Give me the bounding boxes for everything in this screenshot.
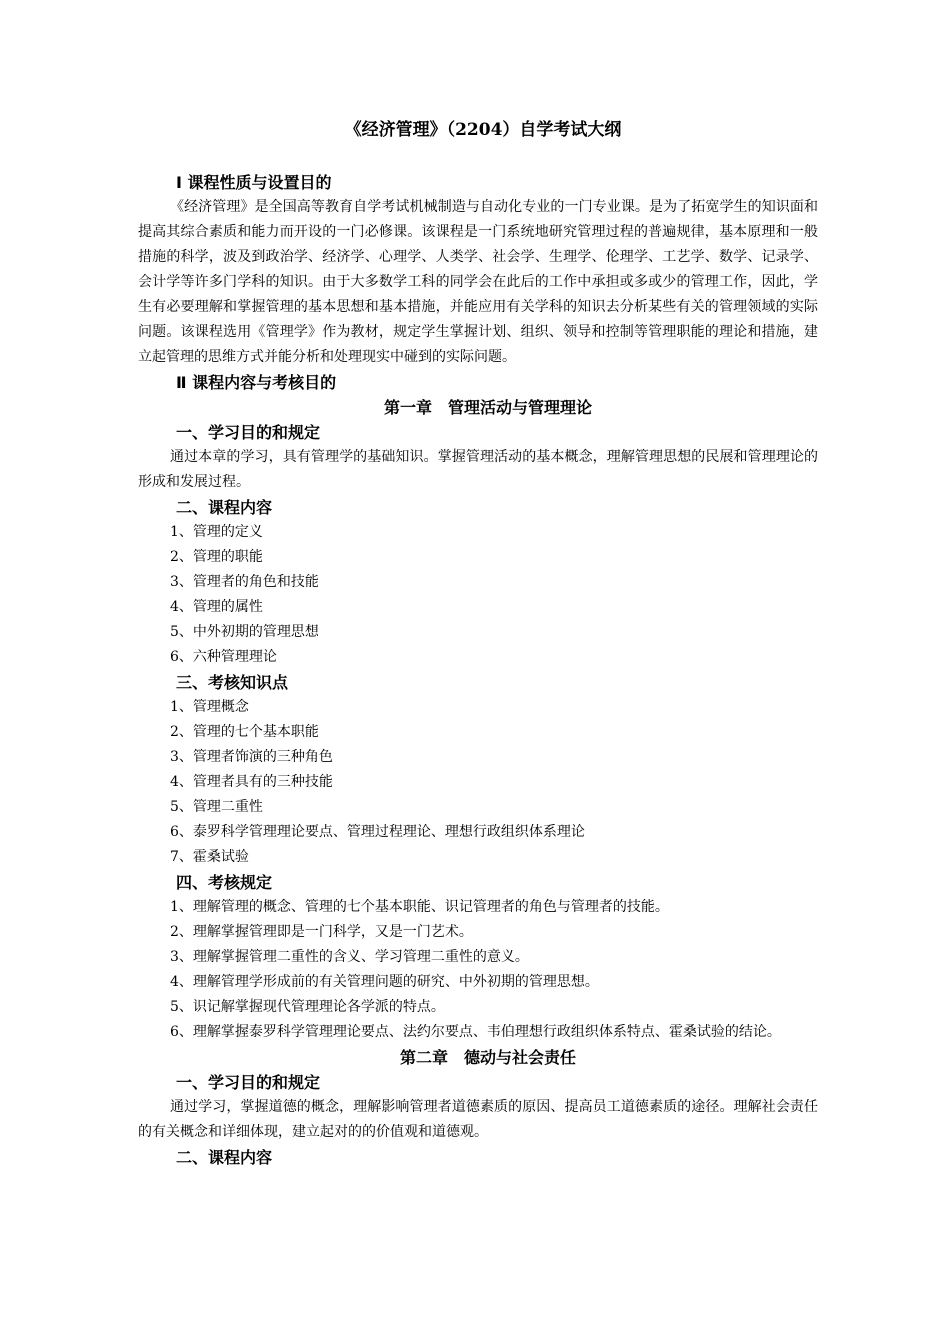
list-item: 4、理解管理学形成前的有关管理问题的研究、中外初期的管理思想。 bbox=[170, 974, 599, 990]
chapter-1-goals-heading: 一、学习目的和规定 bbox=[176, 423, 321, 442]
list-item: 4、管理的属性 bbox=[170, 599, 263, 615]
chapter-1-content-heading: 二、课程内容 bbox=[176, 498, 273, 517]
list-item: 1、管理概念 bbox=[170, 699, 249, 715]
list-item: 3、管理者的角色和技能 bbox=[170, 574, 319, 590]
chapter-1-goals-text: 通过本章的学习，具有管理学的基础知识。掌握管理活动的基本概念，理解管理思想的民展和管理理论的形成和发展过程。 bbox=[138, 449, 818, 490]
chapter-2-goals-heading: 一、学习目的和规定 bbox=[176, 1073, 321, 1092]
document-page bbox=[138, 118, 818, 1170]
chapter-2-content-heading: 二、课程内容 bbox=[176, 1148, 273, 1167]
list-item: 2、理解掌握管理即是一门科学，又是一门艺术。 bbox=[170, 924, 473, 940]
chapter-1-title: 第一章 管理活动与管理理论 bbox=[383, 398, 592, 417]
list-item: 2、管理的七个基本职能 bbox=[170, 724, 319, 740]
list-item: 6、六种管理理论 bbox=[170, 649, 277, 665]
list-item: 2、管理的职能 bbox=[170, 549, 263, 565]
section-heading-1: Ⅰ 课程性质与设置目的 bbox=[176, 173, 332, 192]
chapter-2-goals-text: 通过学习，掌握道德的概念，理解影响管理者道德素质的原因、提高员工道德素质的途径。理解社会责任的有关概念和详细体现，建立起对的的价值观和道德观。 bbox=[138, 1099, 818, 1140]
list-item: 7、霍桑试验 bbox=[170, 849, 249, 865]
section-1-paragraph: 《经济管理》是全国高等教育自学考试机械制造与自动化专业的一门专业课。是为了拓宽学生的知识面和提高其综合素质和能力而开设的一门必修课。该课程是一门系统地研究管理过程的普遍规律，基本原理和一般措施的科学，波及到政治学、经济学、心理学、人类学、社会学、生理学、伦理学、工艺学、数学、记录学、会计学等许多门学科的知识。由于大多数学工科的同学会在此后的工作中承担或多或少的管理工作，因此，学生有必要理解和掌握管理的基本思想和基本措施，并能应用有关学科的知识去分析某些有关的管理领域的实际问题。该课程选用《管理学》作为教材，规定学生掌握计划、组织、领导和控制等管理职能的理论和措施，建立起管理的思维方式并能分析和处理现实中碰到的实际问题。 bbox=[138, 199, 818, 365]
list-item: 6、泰罗科学管理理论要点、管理过程理论、理想行政组织体系理论 bbox=[170, 824, 585, 840]
list-item: 5、管理二重性 bbox=[170, 799, 263, 815]
list-item: 3、管理者饰演的三种角色 bbox=[170, 749, 333, 765]
list-item: 5、识记解掌握现代管理理论各学派的特点。 bbox=[170, 999, 445, 1015]
list-item: 1、管理的定义 bbox=[170, 524, 263, 540]
list-item: 1、理解管理的概念、管理的七个基本职能、识记管理者的角色与管理者的技能。 bbox=[170, 899, 669, 915]
list-item: 5、中外初期的管理思想 bbox=[170, 624, 319, 640]
list-item: 3、理解掌握管理二重性的含义、学习管理二重性的意义。 bbox=[170, 949, 529, 965]
list-item: 4、管理者具有的三种技能 bbox=[170, 774, 333, 790]
section-heading-2: Ⅱ 课程内容与考核目的 bbox=[176, 373, 337, 392]
document-title: 《经济管理》（2204）自学考试大纲 bbox=[344, 120, 622, 140]
chapter-2-title: 第二章 德动与社会责任 bbox=[399, 1048, 576, 1067]
chapter-1-rules-heading: 四、考核规定 bbox=[176, 873, 273, 892]
chapter-1-points-heading: 三、考核知识点 bbox=[176, 673, 289, 692]
list-item: 6、理解掌握泰罗科学管理理论要点、法约尔要点、韦伯理想行政组织体系特点、霍桑试验的结论。 bbox=[170, 1024, 781, 1040]
